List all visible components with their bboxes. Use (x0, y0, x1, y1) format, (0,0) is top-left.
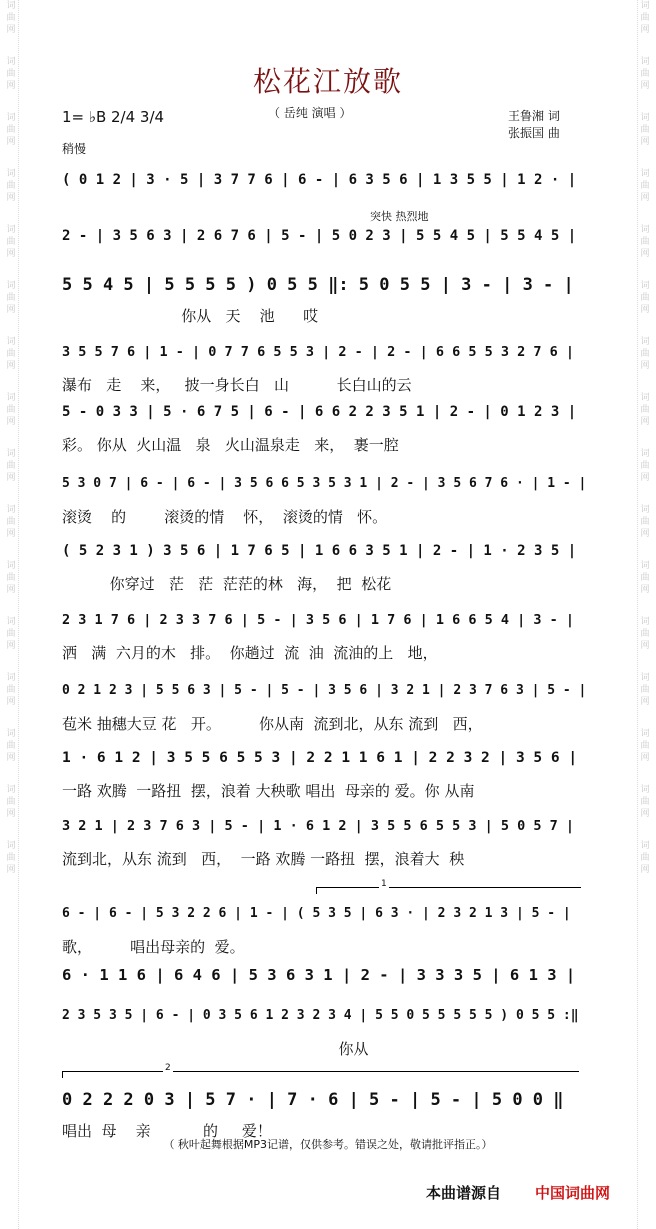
watermark-left (4, 0, 19, 1229)
watermark-char: 曲 (640, 125, 650, 135)
watermark-char: 网 (6, 361, 16, 371)
notation-line: 5 3 0 7 | 6 - | 6 - | 3 5 6 6 5 3 5 3 1 | 2 - | 3 5 6 7 6 · | 1 - | (62, 476, 587, 491)
watermark-char: 网 (6, 81, 16, 91)
watermark-char: 曲 (6, 237, 16, 247)
watermark-char: 词 (6, 673, 16, 683)
watermark-char: 网 (6, 809, 16, 819)
watermark-char: 曲 (640, 685, 650, 695)
lyric-line: 滚烫 的 滚烫的情 怀， 滚烫的情 怀。 (62, 508, 388, 526)
watermark-char: 曲 (6, 349, 16, 359)
expression-marking: 突快 热烈地 (370, 210, 429, 223)
notation-line: 0 2 1 2 3 | 5 5 6 3 | 5 - | 5 - | 3 5 6 | 3 2 1 | 2 3 7 6 3 | 5 - | (62, 683, 587, 698)
lyric-line: 一路 欢腾 一路扭 摆，浪着 大秧歌 唱出 母亲的 爱。你 从南 (62, 782, 475, 800)
watermark-char: 网 (640, 305, 650, 315)
lyric-line: 洒 满 六月的木 排。 你趟过 流 油 流油的上 地， (62, 644, 438, 662)
lyric-line: 唱出 母 亲 的 爱！ (62, 1122, 272, 1140)
watermark-char: 词 (6, 617, 16, 627)
watermark-char: 词 (640, 561, 650, 571)
notation-line: 2 - | 3 5 6 3 | 2 6 7 6 | 5 - | 5 0 2 3 | 5 5 4 5 | 5 5 4 5 | (62, 228, 577, 244)
watermark-char: 网 (6, 473, 16, 483)
watermark-char: 网 (6, 865, 16, 875)
watermark-char: 曲 (6, 293, 16, 303)
watermark-char: 曲 (640, 573, 650, 583)
watermark-char: 词 (6, 505, 16, 515)
watermark-char: 曲 (640, 853, 650, 863)
notation-line: 6 - | 6 - | 5 3 2 2 6 | 1 - | ( 5 3 5 | 6 3 · | 2 3 2 1 3 | 5 - | (62, 906, 571, 921)
watermark-char: 曲 (640, 741, 650, 751)
watermark-char: 网 (640, 137, 650, 147)
watermark-char: 词 (6, 561, 16, 571)
source-label: 本曲谱源自 (426, 1184, 502, 1202)
watermark-char: 曲 (640, 517, 650, 527)
watermark-char: 曲 (640, 69, 650, 79)
watermark-right (637, 0, 652, 1229)
watermark-char: 网 (640, 809, 650, 819)
composer-credit: 张振国 曲 (508, 126, 560, 140)
watermark-char: 词 (640, 617, 650, 627)
watermark-char: 曲 (640, 461, 650, 471)
watermark-char: 词 (6, 337, 16, 347)
watermark-char: 词 (6, 449, 16, 459)
watermark-char: 曲 (6, 685, 16, 695)
watermark-char: 网 (6, 193, 16, 203)
watermark-char: 词 (6, 785, 16, 795)
watermark-char: 网 (6, 641, 16, 651)
watermark-char: 网 (6, 305, 16, 315)
watermark-char: 网 (6, 585, 16, 595)
lyric-line: 歌， 唱出母亲的 爱。 (62, 938, 245, 956)
watermark-char: 词 (640, 505, 650, 515)
watermark-char: 词 (6, 225, 16, 235)
lyric-line: 彩。 你从 火山温 泉 火山温泉走 来， 裹一腔 (62, 436, 399, 454)
lyric-line: 你从 (62, 1040, 369, 1058)
watermark-char: 曲 (640, 405, 650, 415)
watermark-char: 网 (640, 25, 650, 35)
tempo-marking: 稍慢 (62, 142, 87, 156)
watermark-char: 词 (640, 57, 650, 67)
notation-line: 6 · 1 1 6 | 6 4 6 | 5 3 6 3 1 | 2 - | 3 3 3 5 | 6 1 3 | (62, 966, 576, 984)
watermark-char: 词 (640, 393, 650, 403)
watermark-char: 网 (6, 417, 16, 427)
watermark-char: 曲 (640, 181, 650, 191)
watermark-char: 曲 (6, 797, 16, 807)
watermark-char: 曲 (640, 349, 650, 359)
watermark-char: 曲 (6, 405, 16, 415)
notation-line: 3 5 5 7 6 | 1 - | 0 7 7 6 5 5 3 | 2 - | 2 - | 6 6 5 5 3 2 7 6 | (62, 344, 575, 360)
watermark-char: 网 (640, 361, 650, 371)
watermark-char: 网 (640, 529, 650, 539)
watermark-char: 曲 (640, 797, 650, 807)
watermark-char: 网 (640, 753, 650, 763)
watermark-char: 词 (640, 841, 650, 851)
watermark-char: 网 (640, 473, 650, 483)
watermark-char: 曲 (6, 125, 16, 135)
watermark-char: 词 (640, 281, 650, 291)
notation-line: 2 3 1 7 6 | 2 3 3 7 6 | 5 - | 3 5 6 | 1 7 6 | 1 6 6 5 4 | 3 - | (62, 612, 575, 628)
watermark-char: 词 (6, 729, 16, 739)
notation-line: 2 3 5 3 5 | 6 - | 0 3 5 6 1 2 3 2 3 4 | 5 5 0 5 5 5 5 5 ) 0 5 5 :‖ (62, 1008, 579, 1023)
watermark-char: 网 (6, 753, 16, 763)
watermark-char: 曲 (6, 853, 16, 863)
watermark-char: 网 (640, 697, 650, 707)
watermark-char: 曲 (640, 13, 650, 23)
watermark-char: 网 (640, 865, 650, 875)
watermark-char: 词 (6, 57, 16, 67)
notation-line: ( 5 2 3 1 ) 3 5 6 | 1 7 6 5 | 1 6 6 3 5 1 | 2 - | 1 · 2 3 5 | (62, 543, 577, 559)
watermark-char: 词 (640, 449, 650, 459)
watermark-char: 词 (640, 113, 650, 123)
watermark-char: 词 (6, 393, 16, 403)
watermark-char: 词 (640, 225, 650, 235)
notation-line: ( 0 1 2 | 3 · 5 | 3 7 7 6 | 6 - | 6 3 5 6 | 1 3 5 5 | 1 2 · | (62, 172, 577, 188)
watermark-char: 网 (6, 137, 16, 147)
watermark-char: 曲 (640, 629, 650, 639)
watermark-char: 曲 (6, 461, 16, 471)
notation-line: 5 - 0 3 3 | 5 · 6 7 5 | 6 - | 6 6 2 2 3 5 1 | 2 - | 0 1 2 3 | (62, 404, 577, 420)
song-title: 松花江放歌 (252, 65, 403, 98)
watermark-char: 词 (6, 113, 16, 123)
watermark-char: 网 (640, 249, 650, 259)
watermark-char: 曲 (6, 13, 16, 23)
watermark-char: 曲 (6, 69, 16, 79)
watermark-char: 网 (640, 417, 650, 427)
site-name: 中国词曲网 (535, 1184, 611, 1202)
watermark-char: 网 (640, 193, 650, 203)
watermark-char: 词 (640, 673, 650, 683)
notation-line: 1 · 6 1 2 | 3 5 5 6 5 5 3 | 2 2 1 1 6 1 | 2 2 3 2 | 3 5 6 | (62, 750, 578, 766)
notation-line: 5 5 4 5 | 5 5 5 5 ) 0 5 5 ‖: 5 0 5 5 | 3 - | 3 - | (62, 275, 574, 295)
watermark-char: 网 (6, 249, 16, 259)
watermark-char: 网 (6, 25, 16, 35)
watermark-char: 词 (640, 1, 650, 11)
lyric-line: 你从 天 池 哎 (62, 307, 319, 325)
watermark-char: 网 (640, 81, 650, 91)
watermark-char: 网 (6, 529, 16, 539)
lyric-line: 流到北，从东 流到 西， 一路 欢腾 一路扭 摆，浪着大 秧 (62, 850, 465, 868)
lyric-line: 你穿过 茫 茫 茫茫的林 海， 把 松花 (62, 575, 392, 593)
watermark-char: 词 (6, 1, 16, 11)
watermark-char: 网 (640, 641, 650, 651)
watermark-char: 曲 (6, 517, 16, 527)
watermark-char: 曲 (6, 629, 16, 639)
lyricist-credit: 王鲁湘 词 (508, 109, 560, 123)
lyric-line: 苞米 抽穗大豆 花 开。 你从南 流到北，从东 流到 西， (62, 715, 483, 733)
watermark-char: 词 (640, 729, 650, 739)
watermark-char: 网 (6, 697, 16, 707)
watermark-char: 词 (640, 785, 650, 795)
watermark-char: 曲 (6, 181, 16, 191)
watermark-char: 词 (6, 281, 16, 291)
watermark-char: 曲 (6, 741, 16, 751)
notation-line: 0 2 2 2 0 3 | 5 7 · | 7 · 6 | 5 - | 5 - | 5 0 0 ‖ (62, 1090, 564, 1110)
second-ending-bracket: 2 (62, 1071, 579, 1078)
watermark-char: 曲 (6, 573, 16, 583)
watermark-char: 词 (640, 169, 650, 179)
first-ending-bracket: 1 (316, 887, 581, 894)
transcription-note: （ 秋叶起舞根据MP3记谱，仅供参考。错误之处，敬请批评指正。） (163, 1138, 493, 1151)
watermark-char: 网 (640, 585, 650, 595)
watermark-char: 词 (640, 337, 650, 347)
singer-credit: （ 岳纯 演唱 ） (268, 106, 352, 120)
watermark-char: 曲 (640, 293, 650, 303)
key-signature: 1= ♭B 2/4 3/4 (62, 108, 165, 126)
watermark-char: 曲 (640, 237, 650, 247)
watermark-char: 词 (6, 841, 16, 851)
lyric-line: 瀑布 走 来， 披一身长白 山 长白山的云 (62, 376, 412, 394)
watermark-char: 词 (6, 169, 16, 179)
notation-line: 3 2 1 | 2 3 7 6 3 | 5 - | 1 · 6 1 2 | 3 5 5 6 5 5 3 | 5 0 5 7 | (62, 818, 575, 834)
